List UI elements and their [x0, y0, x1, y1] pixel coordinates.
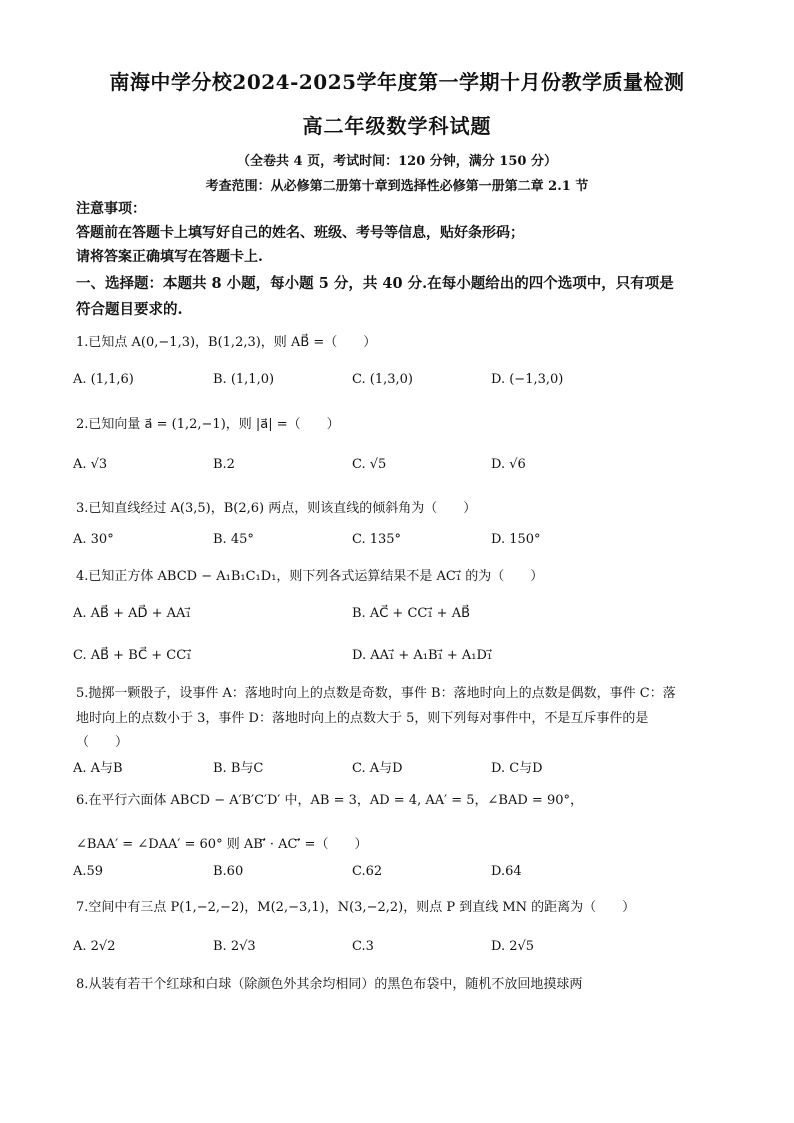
question-7-option-c: C.3 — [352, 939, 374, 954]
question-2-stem: 2.已知向量 a⃗ = (1,2,−1)，则 |a⃗| =（ ） — [76, 417, 340, 432]
section-1-instructions-cont: 符合题目要求的. — [76, 301, 183, 318]
question-4-option-c: C. AB⃗ + BC⃗ + CC₁⃗ — [73, 648, 192, 663]
question-5-option-a: A. A与B — [73, 761, 123, 776]
question-1-option-b: B. (1,1,0) — [213, 372, 275, 387]
question-7-option-b: B. 2√3 — [213, 939, 256, 954]
question-4-option-b: B. AC⃗ + CC₁⃗ + AB⃗ — [352, 606, 471, 621]
exam-scope: 考查范围：从必修第二册第十章到选择性必修第一册第二章 2.1 节 — [205, 179, 589, 194]
question-1-option-d: D. (−1,3,0) — [491, 372, 564, 387]
notes-line-1: 答题前在答题卡上填写好自己的姓名、班级、考号等信息，贴好条形码； — [76, 225, 524, 241]
question-7-option-d: D. 2√5 — [491, 939, 535, 954]
question-6-option-c: C.62 — [352, 864, 383, 879]
question-5-option-b: B. B与C — [213, 761, 264, 776]
question-6-option-d: D.64 — [491, 864, 522, 879]
exam-info: （全卷共 4 页，考试时间：120 分钟，满分 150 分） — [237, 154, 557, 169]
question-2-option-b: B.2 — [213, 457, 235, 472]
question-8-stem: 8.从装有若干个红球和白球（除颜色外其余均相同）的黑色布袋中，随机不放回地摸球两 — [76, 977, 583, 992]
exam-title: 南海中学分校2024-2025学年度第一学期十月份教学质量检测 — [109, 70, 685, 94]
question-4-option-a: A. AB⃗ + AD⃗ + AA₁⃗ — [73, 606, 191, 621]
question-3-option-b: B. 45° — [213, 532, 254, 547]
exam-subtitle: 高二年级数学科试题 — [302, 114, 492, 138]
question-1-option-a: A. (1,1,6) — [73, 372, 134, 387]
question-7-option-a: A. 2√2 — [73, 939, 116, 954]
question-5-option-c: C. A与D — [352, 761, 403, 776]
question-5-stem-line-3: （ ） — [76, 735, 129, 750]
section-1-instructions: 一、选择题：本题共 8 小题，每小题 5 分，共 40 分.在每小题给出的四个选项中，只有项是 — [76, 275, 674, 292]
question-1-option-c: C. (1,3,0) — [352, 372, 413, 387]
notes-heading: 注意事项： — [76, 201, 146, 217]
question-6-stem-line-2: ∠BAA′ = ∠DAA′ = 60° 则 AB′⃗ · AC′⃗ =（ ） — [76, 837, 368, 852]
question-3-option-d: D. 150° — [491, 532, 541, 547]
question-2-option-d: D. √6 — [491, 457, 526, 472]
question-6-option-a: A.59 — [73, 864, 104, 879]
question-6-stem-line-1: 6.在平行六面体 ABCD − A′B′C′D′ 中，AB = 3，AD = 4, AA′ = 5，∠BAD = 90°， — [76, 793, 583, 808]
question-2-option-a: A. √3 — [73, 457, 108, 472]
question-2-option-c: C. √5 — [352, 457, 387, 472]
question-5-stem-line-1: 5.抛掷一颗骰子，设事件 A：落地时向上的点数是奇数，事件 B：落地时向上的点数是偶数，事件 C：落 — [76, 686, 676, 701]
question-1-stem: 1.已知点 A(0,−1,3)，B(1,2,3)，则 AB⃗ =（ ） — [76, 335, 377, 350]
question-4-option-d: D. AA₁⃗ + A₁B₁⃗ + A₁D₁⃗ — [352, 648, 493, 663]
question-4-stem: 4.已知正方体 ABCD − A₁B₁C₁D₁，则下列各式运算结果不是 AC₁⃗ 的为（ ） — [76, 569, 544, 584]
notes-line-2: 请将答案正确填写在答题卡上. — [76, 249, 263, 265]
question-3-option-a: A. 30° — [73, 532, 114, 547]
question-3-option-c: C. 135° — [352, 532, 402, 547]
question-5-stem-line-2: 地时向上的点数小于 3，事件 D：落地时向上的点数大于 5，则下列每对事件中，不是互斥事件的是 — [76, 711, 649, 726]
question-3-stem: 3.已知直线经过 A(3,5)，B(2,6) 两点，则该直线的倾斜角为（ ） — [76, 501, 477, 516]
question-6-option-b: B.60 — [213, 864, 244, 879]
question-5-option-d: D. C与D — [491, 761, 543, 776]
question-7-stem: 7.空间中有三点 P(1,−2,−2)，M(2,−3,1)，N(3,−2,2)，则点 P 到直线 MN 的距离为（ ） — [76, 900, 636, 915]
